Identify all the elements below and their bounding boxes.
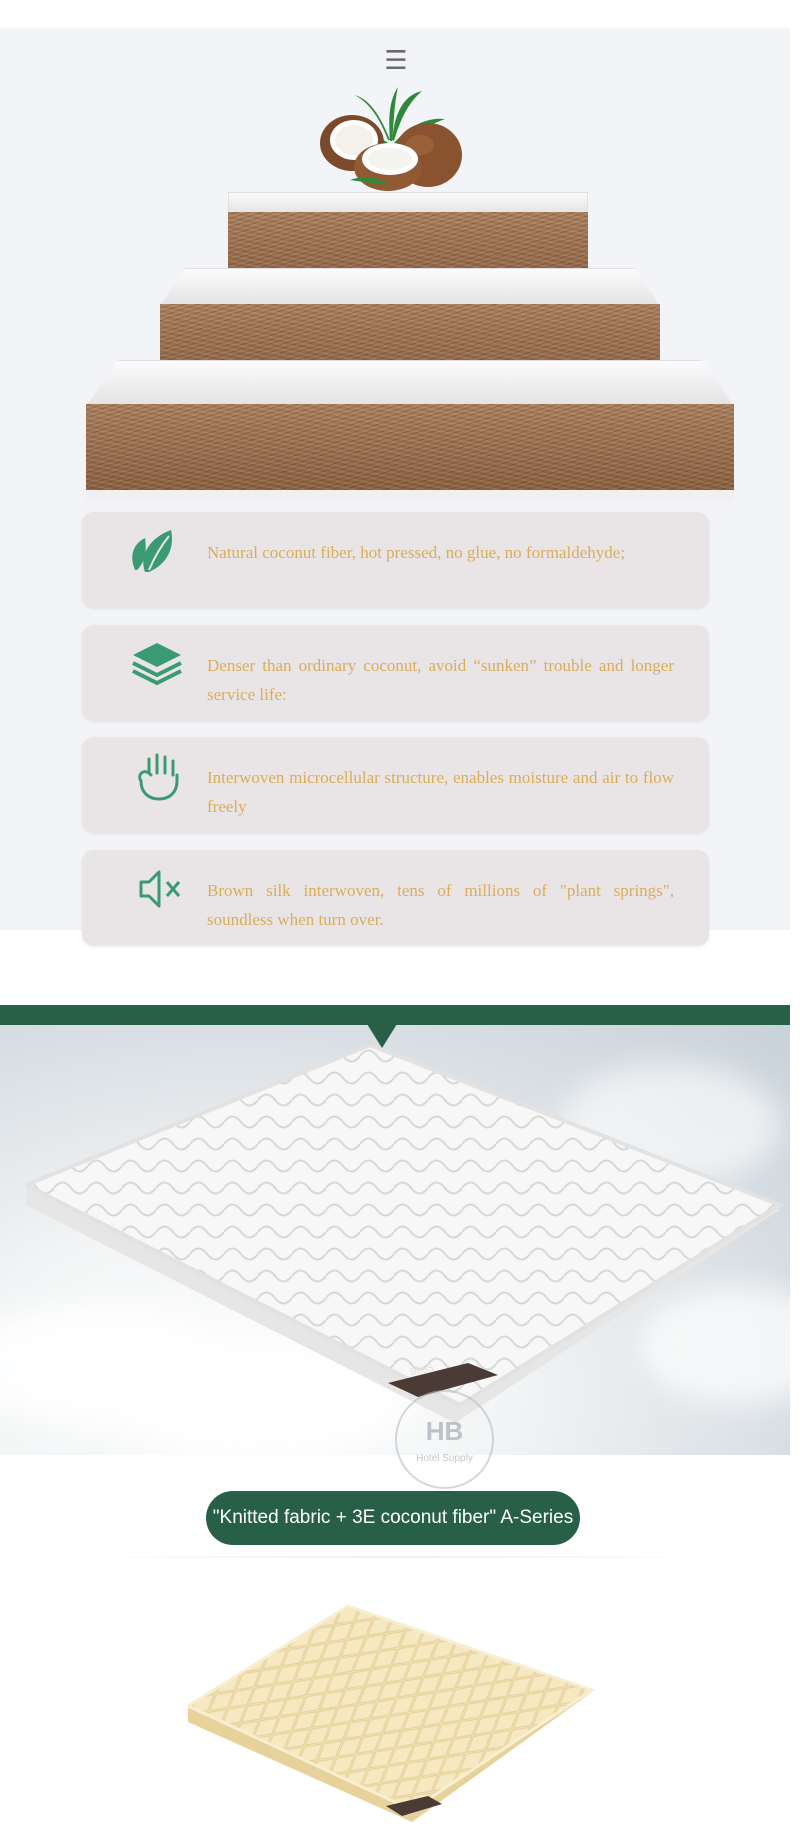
divider bbox=[80, 1556, 710, 1558]
feature-card bbox=[82, 737, 709, 833]
watermark-text: Hotel Supply bbox=[416, 1453, 473, 1464]
feature-text: Interwoven microcellular structure, enables moisture and air to flow freely bbox=[207, 768, 674, 816]
knitted-mattress-image bbox=[20, 1045, 790, 1435]
layers-icon bbox=[127, 639, 187, 689]
leaves-icon bbox=[127, 526, 187, 576]
feature-card bbox=[82, 512, 709, 608]
hotel-supply-watermark bbox=[395, 1390, 494, 1489]
coconut-icon bbox=[310, 85, 470, 195]
section-divider-bar bbox=[0, 1005, 790, 1025]
hand-icon bbox=[127, 751, 187, 801]
feature-text: Denser than ordinary coconut, avoid “sunken” trouble and longer service life: bbox=[207, 656, 674, 704]
hamburger-menu-icon[interactable]: ☰ bbox=[384, 46, 408, 76]
feature-card bbox=[82, 625, 709, 721]
brand-label: BESS bbox=[409, 1362, 435, 1379]
feature-text: Natural coconut fiber, hot pressed, no glue, no formaldehyde; bbox=[207, 543, 626, 562]
feature-card bbox=[82, 850, 709, 946]
down-arrow-icon bbox=[367, 1024, 397, 1048]
series-label-button[interactable]: "Knitted fabric + 3E coconut fiber" A-Series bbox=[206, 1491, 580, 1545]
feature-text: Brown silk interwoven, tens of millions of "plant springs", soundless when turn over. bbox=[207, 881, 674, 929]
beige-mattress-image bbox=[180, 1600, 600, 1830]
speaker-mute-icon bbox=[127, 864, 187, 914]
coconut-layer-bottom bbox=[86, 360, 734, 500]
watermark-logo: HB bbox=[425, 1416, 464, 1446]
product-scene bbox=[0, 1025, 790, 1455]
